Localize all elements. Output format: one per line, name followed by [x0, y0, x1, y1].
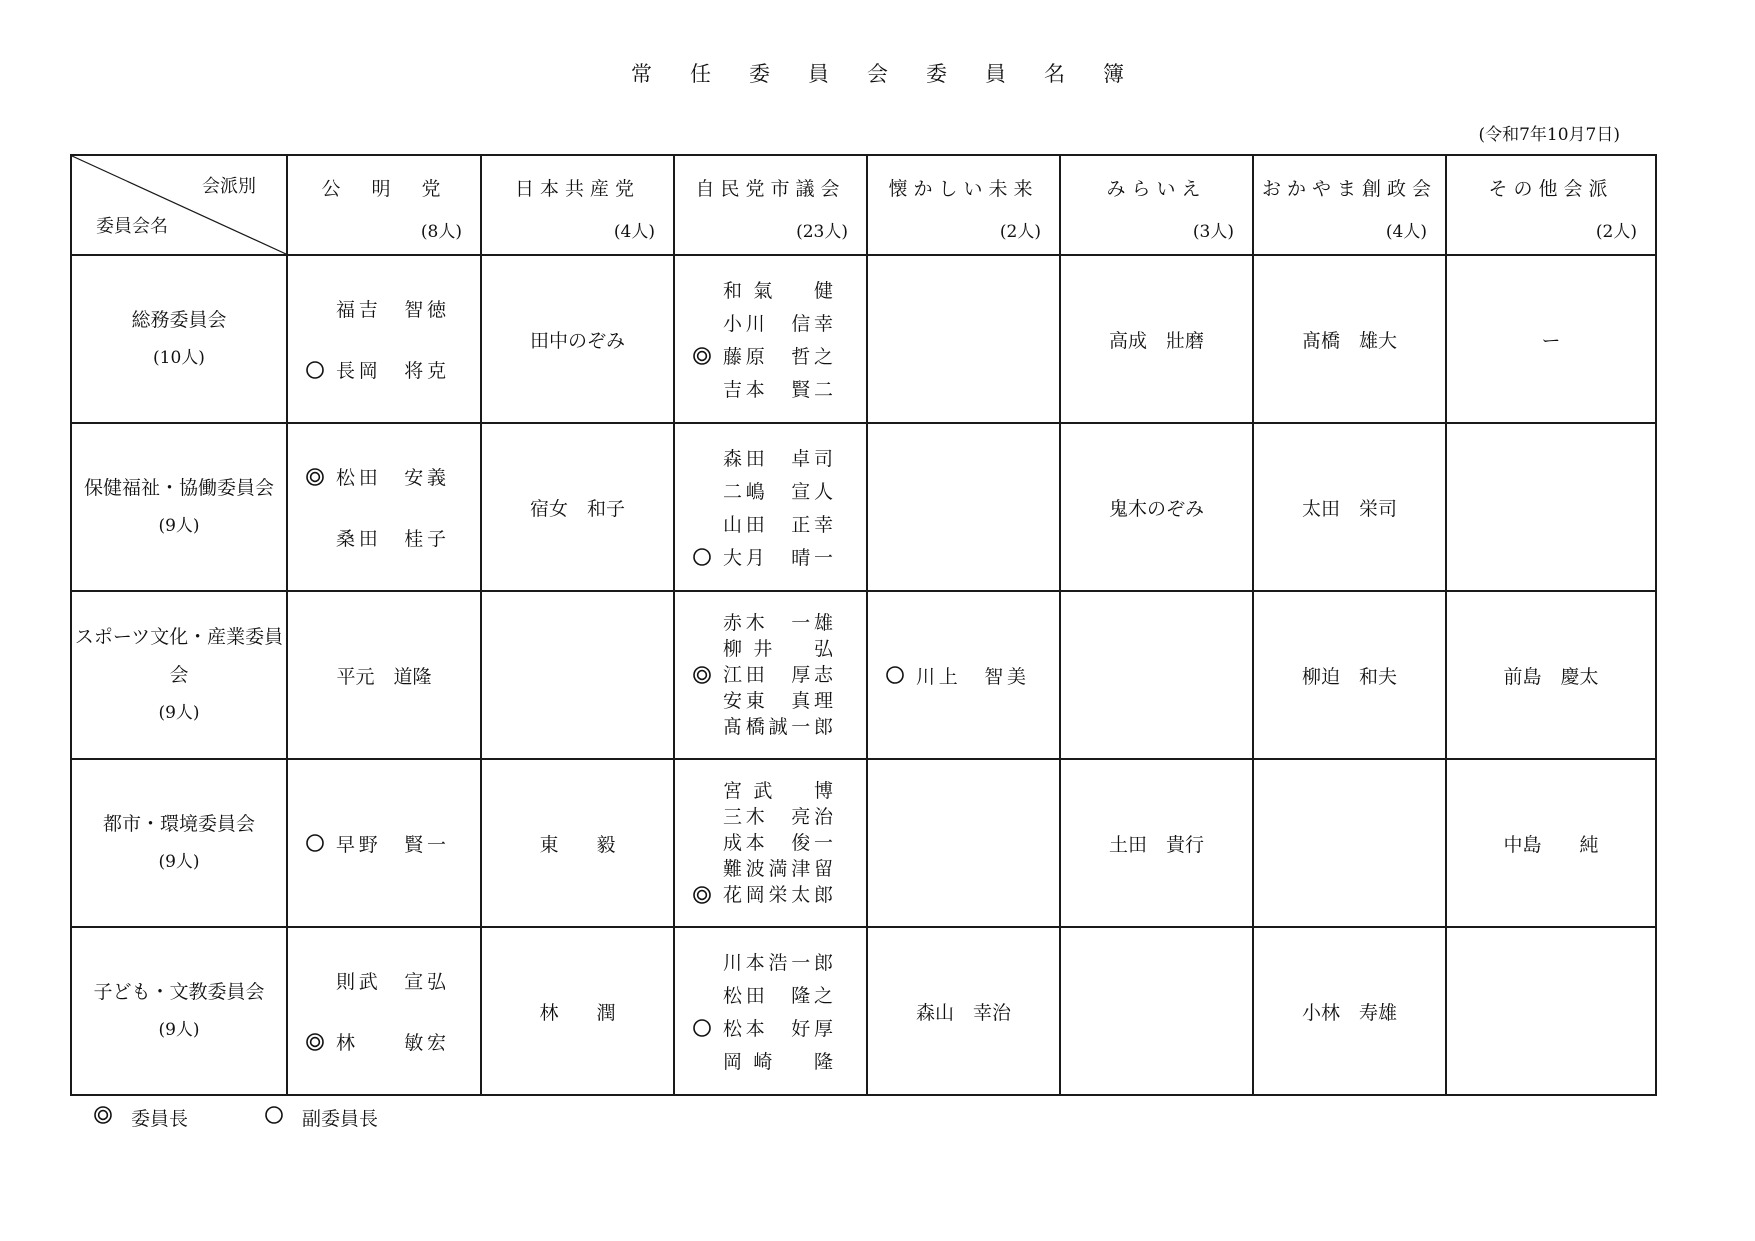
legend-chair-label: 委員長: [131, 1108, 189, 1130]
party-count: (23人): [796, 222, 848, 242]
blank-mark: [689, 778, 715, 804]
member-name: 花岡栄太郎: [723, 884, 833, 906]
member-name: 森山 幸治: [915, 1001, 1011, 1024]
member-name: 柳井 弘: [723, 638, 833, 660]
member-cell: [287, 423, 481, 591]
member-name: 東 毅: [539, 833, 616, 856]
member-entry: [302, 463, 446, 490]
member-cell: [481, 759, 674, 927]
member-name: 小林 寿雄: [1301, 1001, 1397, 1024]
member-name: 則武 宣弘: [336, 971, 446, 993]
member-cell: [287, 759, 481, 927]
member-cell: [1253, 591, 1446, 759]
member-entry: [689, 375, 833, 402]
party-header: [481, 155, 674, 255]
member-name: 髙橋誠一郎: [723, 716, 833, 738]
committee-count: (9人): [158, 1020, 200, 1040]
member-cell: [287, 255, 481, 423]
committee-name-cell: [71, 927, 287, 1095]
party-name: おかやま創政会: [1261, 178, 1437, 200]
member-entry: [689, 981, 833, 1008]
blank-mark: [689, 804, 715, 830]
party-count: (4人): [1385, 222, 1427, 242]
member-cell: [867, 591, 1060, 759]
member-entry: [689, 610, 833, 636]
member-entry: [689, 342, 833, 369]
member-entry: [689, 543, 833, 570]
member-cell: [867, 927, 1060, 1095]
member-name: 田中のぞみ: [529, 329, 625, 352]
member-entry: [302, 524, 446, 551]
party-header: [867, 155, 1060, 255]
party-name: その他会派: [1488, 178, 1614, 200]
committee-name-cell: [71, 591, 287, 759]
committee-name-cell: [71, 759, 287, 927]
member-name: 桑田 桂子: [336, 528, 446, 550]
member-cell: [674, 423, 867, 591]
member-entry: [689, 1014, 833, 1041]
member-entry: [689, 276, 833, 303]
member-name: 成本 俊一: [723, 832, 833, 854]
party-name: 日本共産党: [514, 178, 640, 200]
member-name: 福吉 智徳: [336, 299, 446, 321]
member-cell: [1060, 255, 1253, 423]
date-label: (令和7年10月7日): [1478, 125, 1620, 145]
member-name: 松本 好厚: [723, 1018, 833, 1040]
blank-mark: [689, 688, 715, 714]
member-cell: [1446, 927, 1656, 1095]
member-name: 鬼木のぞみ: [1108, 497, 1204, 520]
party-name: 自民党市議会: [695, 178, 846, 200]
member-name: 早野 賢一: [336, 833, 446, 856]
committee-row: [71, 927, 1656, 1095]
chair-mark-icon: [689, 662, 715, 688]
blank-mark: [689, 714, 715, 740]
party-count: (8人): [420, 222, 462, 242]
committee-name: 都市・環境委員会: [102, 813, 255, 835]
member-entry: [882, 662, 1026, 689]
blank-mark: [689, 376, 715, 402]
committee-name: 保健福祉・協働委員会: [83, 477, 274, 499]
member-name: 三木 亮治: [723, 806, 833, 828]
blank-mark: [689, 478, 715, 504]
member-entry: [302, 356, 446, 383]
member-entry: [302, 295, 446, 322]
header-row: [71, 155, 1656, 255]
member-cell: [1060, 927, 1253, 1095]
party-count: (2人): [1595, 222, 1637, 242]
committee-name-cell: [71, 255, 287, 423]
member-cell: [1446, 759, 1656, 927]
member-entry: [689, 477, 833, 504]
member-cell: [1060, 591, 1253, 759]
committee-count: (9人): [158, 852, 200, 872]
member-cell: [1060, 759, 1253, 927]
blank-mark: [302, 296, 328, 322]
blank-mark: [689, 949, 715, 975]
corner-cell: [71, 155, 287, 255]
party-name: 公 明 党: [321, 178, 447, 200]
committee-name: スポーツ文化・産業委員会: [74, 626, 284, 686]
chair-mark-icon: [302, 1029, 328, 1055]
chair-mark-icon: [93, 1105, 131, 1130]
member-entry: [689, 636, 833, 662]
committee-count: (10人): [153, 348, 205, 368]
member-entry: [689, 444, 833, 471]
member-cell: [1253, 255, 1446, 423]
blank-mark: [689, 511, 715, 537]
member-name: 大月 晴一: [723, 547, 833, 569]
member-name: 二嶋 宣人: [723, 481, 833, 503]
member-name: 江田 厚志: [723, 664, 833, 686]
member-cell: [1060, 423, 1253, 591]
member-name: 藤原 哲之: [723, 346, 833, 368]
committee-count: (9人): [158, 703, 200, 723]
corner-label-party: 会派別: [202, 176, 256, 197]
member-name: 宿女 和子: [529, 497, 625, 520]
member-entry: [689, 882, 833, 908]
member-cell: [867, 423, 1060, 591]
member-name: 平元 道隆: [336, 665, 432, 688]
party-name: みらいえ: [1106, 178, 1207, 200]
member-cell: [481, 591, 674, 759]
member-cell: [1446, 255, 1656, 423]
member-cell: [867, 759, 1060, 927]
page-title: 常任委員会委員名簿: [631, 62, 1162, 86]
chair-mark-icon: [689, 343, 715, 369]
party-header: [1446, 155, 1656, 255]
committee-count: (9人): [158, 516, 200, 536]
member-name: 太田 栄司: [1301, 497, 1397, 520]
committee-name-cell: [71, 423, 287, 591]
chair-mark-icon: [302, 464, 328, 490]
member-name: 松田 隆之: [723, 985, 833, 1007]
member-name: 小川 信幸: [723, 313, 833, 335]
member-name: 赤木 一雄: [723, 612, 833, 634]
member-cell: [674, 759, 867, 927]
member-entry: [302, 1028, 446, 1055]
member-cell: [481, 423, 674, 591]
chair-mark-icon: [689, 882, 715, 908]
member-name: 川本浩一郎: [723, 952, 833, 974]
member-entry: [689, 309, 833, 336]
party-count: (4人): [613, 222, 655, 242]
member-name: 難波満津留: [723, 858, 833, 880]
party-count: (2人): [999, 222, 1041, 242]
member-cell: [674, 927, 867, 1095]
member-cell: [1253, 759, 1446, 927]
blank-mark: [689, 830, 715, 856]
member-entry: [689, 1047, 833, 1074]
committee-roster-table: [70, 154, 1657, 1096]
member-name: 中島 純: [1503, 833, 1599, 856]
party-header: [674, 155, 867, 255]
vice-mark-icon: [689, 544, 715, 570]
member-entry: [689, 948, 833, 975]
member-cell: [674, 591, 867, 759]
member-entry: [302, 967, 446, 994]
blank-mark: [689, 982, 715, 1008]
member-name: 松田 安義: [336, 467, 446, 489]
committee-row: [71, 591, 1656, 759]
blank-mark: [689, 445, 715, 471]
vice-mark-icon: [882, 662, 908, 688]
member-name: 森田 卓司: [723, 448, 833, 470]
member-entry: [689, 830, 833, 856]
vice-mark-icon: [302, 357, 328, 383]
member-entry: [689, 714, 833, 740]
member-entry: [302, 830, 446, 857]
blank-mark: [689, 856, 715, 882]
blank-mark: [302, 968, 328, 994]
member-name: 土田 貴行: [1108, 833, 1204, 856]
member-cell: [1446, 591, 1656, 759]
vice-mark-icon: [689, 1015, 715, 1041]
member-cell: [867, 255, 1060, 423]
blank-mark: [689, 610, 715, 636]
member-cell: [287, 927, 481, 1095]
member-name: 山田 正幸: [723, 514, 833, 536]
legend: [93, 1104, 454, 1131]
member-name: 川上 智美: [916, 665, 1026, 688]
member-name: 安東 真理: [723, 690, 833, 712]
blank-mark: [689, 1048, 715, 1074]
blank-mark: [689, 310, 715, 336]
blank-mark: [689, 636, 715, 662]
member-name: 髙橋 雄大: [1301, 329, 1397, 352]
member-name: 吉本 賢二: [723, 379, 833, 401]
member-cell: [674, 255, 867, 423]
committee-row: [71, 255, 1656, 423]
legend-chair: [93, 1104, 188, 1131]
member-name: 高成 壯磨: [1108, 329, 1204, 352]
member-cell: [481, 927, 674, 1095]
member-entry: [689, 778, 833, 804]
member-cell: [1253, 423, 1446, 591]
committee-name: 総務委員会: [131, 309, 227, 331]
party-count: (3人): [1192, 222, 1234, 242]
member-cell: [1446, 423, 1656, 591]
blank-mark: [689, 277, 715, 303]
member-cell: [1253, 927, 1446, 1095]
member-entry: [689, 856, 833, 882]
member-entry: [689, 804, 833, 830]
vice-mark-icon: [264, 1105, 302, 1130]
member-entry: [689, 662, 833, 688]
diagonal-line: [72, 156, 286, 254]
party-header: [287, 155, 481, 255]
member-name: 宮武 博: [723, 780, 833, 802]
party-name: 懐かしい未来: [888, 178, 1039, 200]
committee-name: 子ども・文教委員会: [93, 981, 265, 1003]
member-name: 林 敏宏: [336, 1032, 446, 1054]
member-name: 林 潤: [539, 1001, 616, 1024]
member-name: 長岡 将克: [336, 360, 446, 382]
member-name: 和氣 健: [723, 280, 833, 302]
legend-vice: [264, 1104, 378, 1131]
committee-row: [71, 423, 1656, 591]
member-name: 岡崎 隆: [723, 1051, 833, 1073]
member-cell: [481, 255, 674, 423]
party-header: [1253, 155, 1446, 255]
member-cell: [287, 591, 481, 759]
party-header: [1060, 155, 1253, 255]
member-entry: [689, 688, 833, 714]
member-entry: [689, 510, 833, 537]
committee-row: [71, 759, 1656, 927]
member-name: ー: [1541, 329, 1561, 352]
corner-label-committee: 委員会名: [96, 216, 168, 237]
member-name: 前島 慶太: [1503, 665, 1599, 688]
vice-mark-icon: [302, 830, 328, 856]
legend-vice-label: 副委員長: [302, 1108, 379, 1130]
member-name: 柳迫 和夫: [1301, 665, 1397, 688]
blank-mark: [302, 525, 328, 551]
